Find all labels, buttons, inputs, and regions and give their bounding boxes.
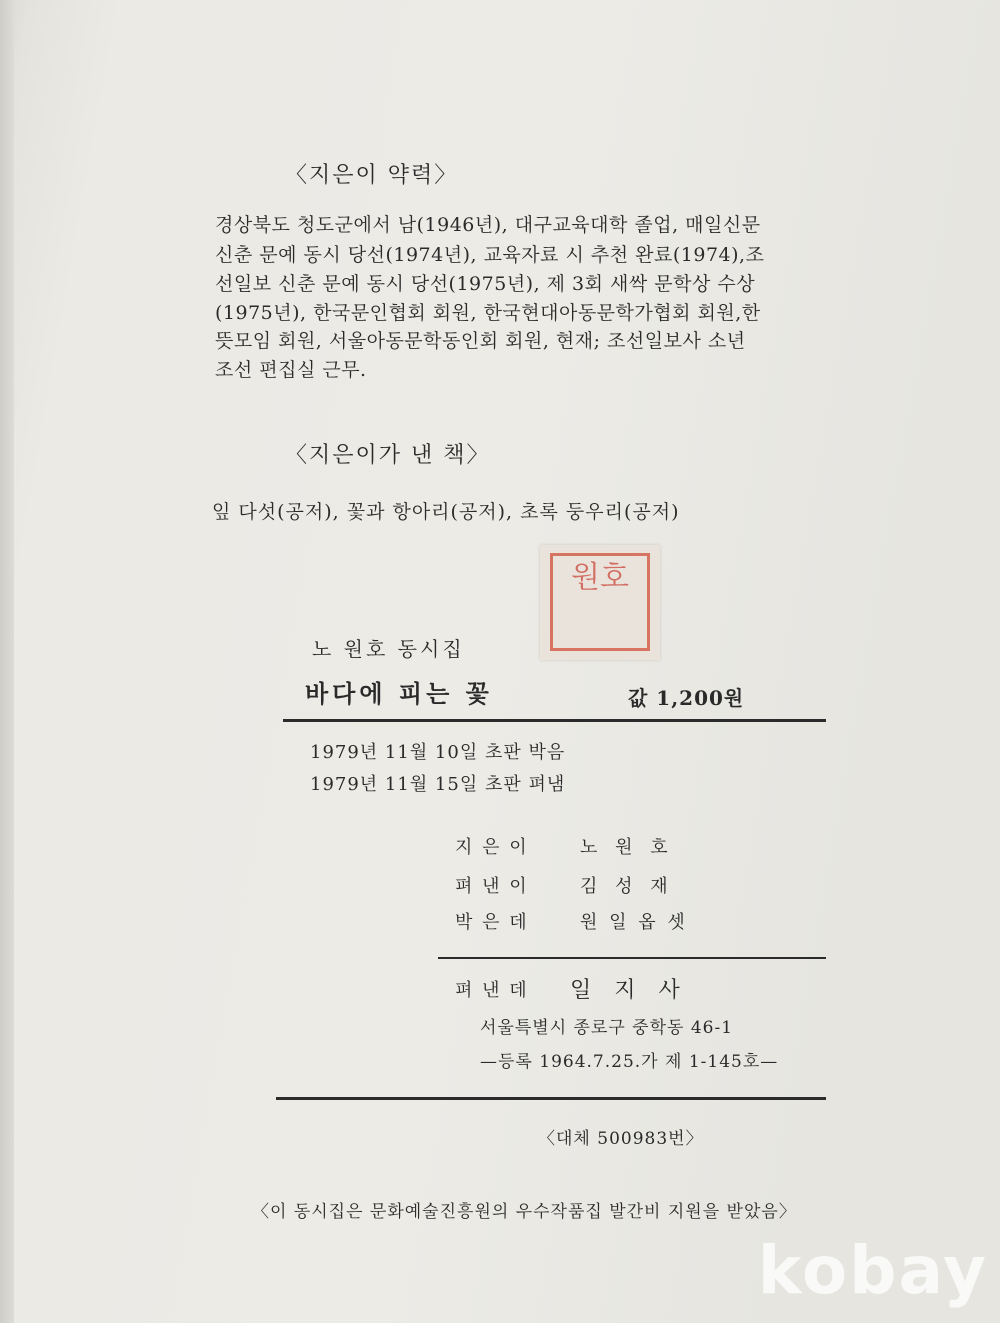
seal-mark: 원호 <box>550 553 650 651</box>
bio-line: (1975년), 한국문인협회 회원, 한국현대아동문학가협회 회원,한 <box>215 302 761 324</box>
seal-stamp <box>540 545 660 660</box>
publisher-address: 서울특별시 종로구 중학동 46-1 <box>480 1018 734 1038</box>
books-heading: 〈지은이가 낸 책〉 <box>285 443 491 468</box>
series-title: 노 원호 동시집 <box>312 637 465 661</box>
credit-role: 펴 낸 이 <box>455 876 529 897</box>
credit-name: 김 성 재 <box>580 876 674 897</box>
books-line: 잎 다섯(공저), 꽃과 항아리(공저), 초록 둥우리(공저) <box>212 501 680 523</box>
credit-role: 박 은 데 <box>455 912 529 933</box>
book-title: 바다에 피는 꽃 <box>305 680 493 708</box>
support-note: 〈이 동시집은 문화예술진흥원의 우수작품집 발간비 지원을 받았음〉 <box>252 1202 797 1222</box>
page-edge <box>0 0 14 1323</box>
bio-heading: 〈지은이 약력〉 <box>285 163 459 188</box>
catalog-number: 〈대체 500983번〉 <box>538 1129 704 1149</box>
credit-name: 원 일 옵 셋 <box>580 912 688 933</box>
credit-name: 노 원 호 <box>580 837 674 858</box>
publisher-name: 일 지 사 <box>570 978 688 1003</box>
bio-line: 뜻모임 회원, 서울아동문학동인회 회원, 현재; 조선일보사 소년 <box>215 330 746 352</box>
price: 값 1,200원 <box>628 686 745 710</box>
bio-line: 선일보 신춘 문예 동시 당선(1975년), 제 3회 새싹 문학상 수상 <box>215 273 756 295</box>
divider-bottom <box>276 1097 826 1100</box>
divider-top <box>283 719 826 722</box>
publish-date: 1979년 11월 15일 초판 펴냄 <box>310 774 566 795</box>
registration-number: —등록 1964.7.25.가 제 1-145호— <box>480 1052 779 1072</box>
bio-line: 조선 편집실 근무. <box>215 359 367 381</box>
credit-role: 지 은 이 <box>455 837 529 858</box>
print-date: 1979년 11월 10일 초판 박음 <box>310 742 566 763</box>
bio-line: 신춘 문예 동시 당선(1974년), 교육자료 시 추천 완료(1974),조 <box>215 244 765 266</box>
publisher-label: 펴 낸 데 <box>455 980 529 1001</box>
divider-middle <box>438 957 826 959</box>
bio-line: 경상북도 청도군에서 남(1946년), 대구교육대학 졸업, 매일신문 <box>215 214 761 236</box>
kobay-watermark: kobay <box>757 1232 988 1309</box>
